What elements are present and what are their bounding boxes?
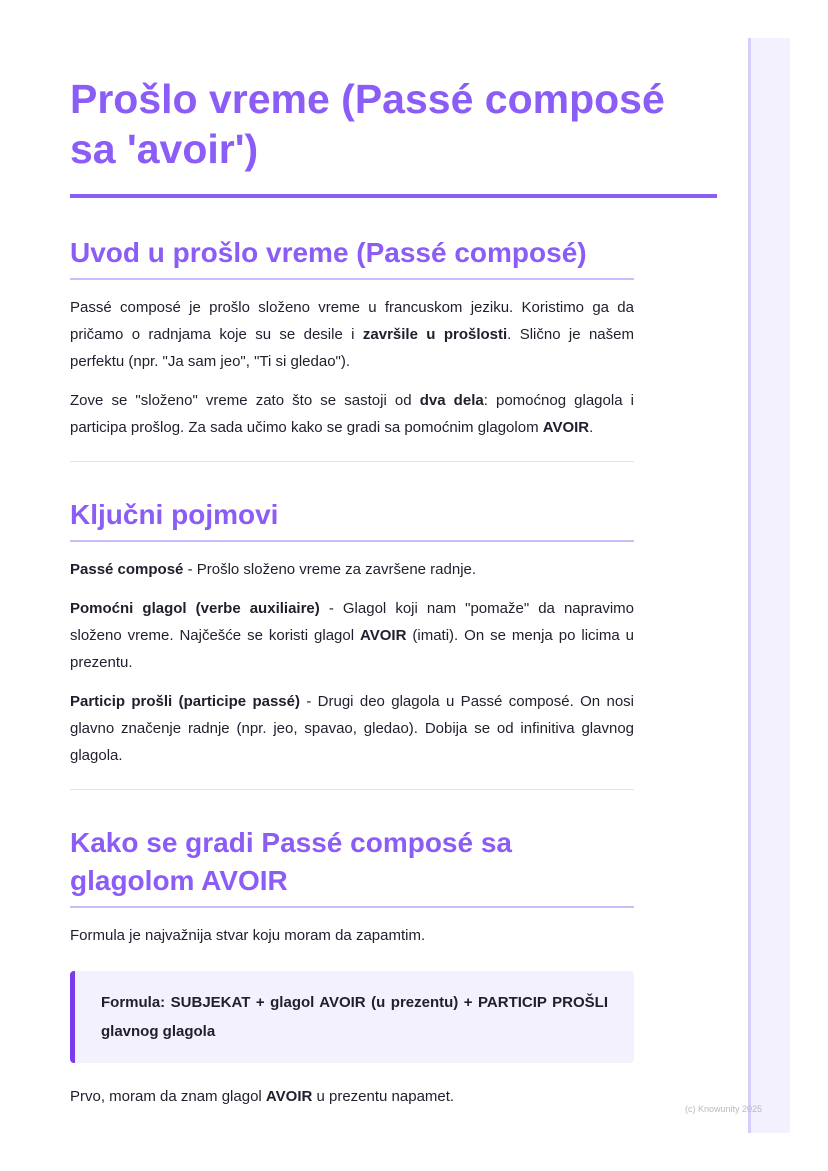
side-bar [748, 38, 790, 1133]
text: - Prošlo složeno vreme za završene radnje. [183, 561, 477, 578]
text: Zove se "složeno" vreme zato što se sastoji od [70, 392, 420, 409]
paragraph [70, 595, 634, 676]
paragraph [70, 1083, 634, 1110]
document [70, 74, 665, 1122]
text: (imati). On se menja po licima u prezentu. [70, 627, 634, 671]
text: Prvo, moram da znam glagol [70, 1088, 266, 1105]
formula-text: Formula: SUBJEKAT + glagol AVOIR (u prezentu) + PARTICIP PROŠLI glavnog glagola [101, 994, 608, 1040]
bold-text: AVOIR [265, 1088, 313, 1105]
section-intro [70, 234, 634, 441]
section-heading: Uvod u prošlo vreme (Passé composé) [70, 234, 634, 280]
text: - Drugi deo glagola u Passé composé. On nosi glavno značenje radnje (npr. jeo, spavao, gledao). Dobija se od infinitiva glavnog glagola. [70, 693, 634, 764]
paragraph [70, 294, 634, 375]
section-key-terms [70, 496, 634, 769]
bold-text: Passé composé [70, 561, 184, 578]
paragraph: Formula je najvažnija stvar koju moram da zapamtim. [70, 927, 426, 944]
text: u prezentu napamet. [312, 1088, 455, 1105]
text: . Slično je našem perfektu (npr. "Ja sam jeo", "Ti si gledao"). [70, 326, 634, 370]
bold-text: završile u prošlosti [362, 326, 508, 343]
section-heading: Ključni pojmovi [70, 496, 634, 542]
footer-copyright: (c) Knowunity 2025 [685, 1104, 763, 1114]
bold-text: dva dela [419, 392, 484, 409]
divider [70, 789, 634, 790]
bold-text: Particip prošli (participe passé) [70, 693, 300, 710]
section-heading: Kako se gradi Passé composé sa glagolom AVOIR [70, 824, 634, 908]
page-title: Prošlo vreme (Passé composé sa 'avoir') [70, 76, 665, 172]
text: Passé composé je prošlo složeno vreme u francuskom jeziku. Koristimo ga da pričamo o radnjama koje su se desile i [70, 299, 634, 343]
title-underline [70, 194, 717, 198]
divider [70, 461, 634, 462]
text: : pomoćnog glagola i participa prošlog. Za sada učimo kako se gradi sa pomoćnim glagolom [70, 392, 634, 436]
formula-callout [70, 971, 634, 1063]
bold-text: AVOIR [360, 627, 407, 644]
bold-text: Pomoćni glagol (verbe auxiliaire) [70, 600, 320, 617]
section-formation [70, 824, 634, 1110]
paragraph [70, 387, 634, 441]
text: - Glagol koji nam "pomaže" da napravimo složeno vreme. Najčešće se koristi glagol [70, 600, 634, 644]
paragraph [70, 556, 634, 583]
text: . [589, 419, 594, 436]
paragraph [70, 688, 634, 769]
bold-text: AVOIR [542, 419, 590, 436]
